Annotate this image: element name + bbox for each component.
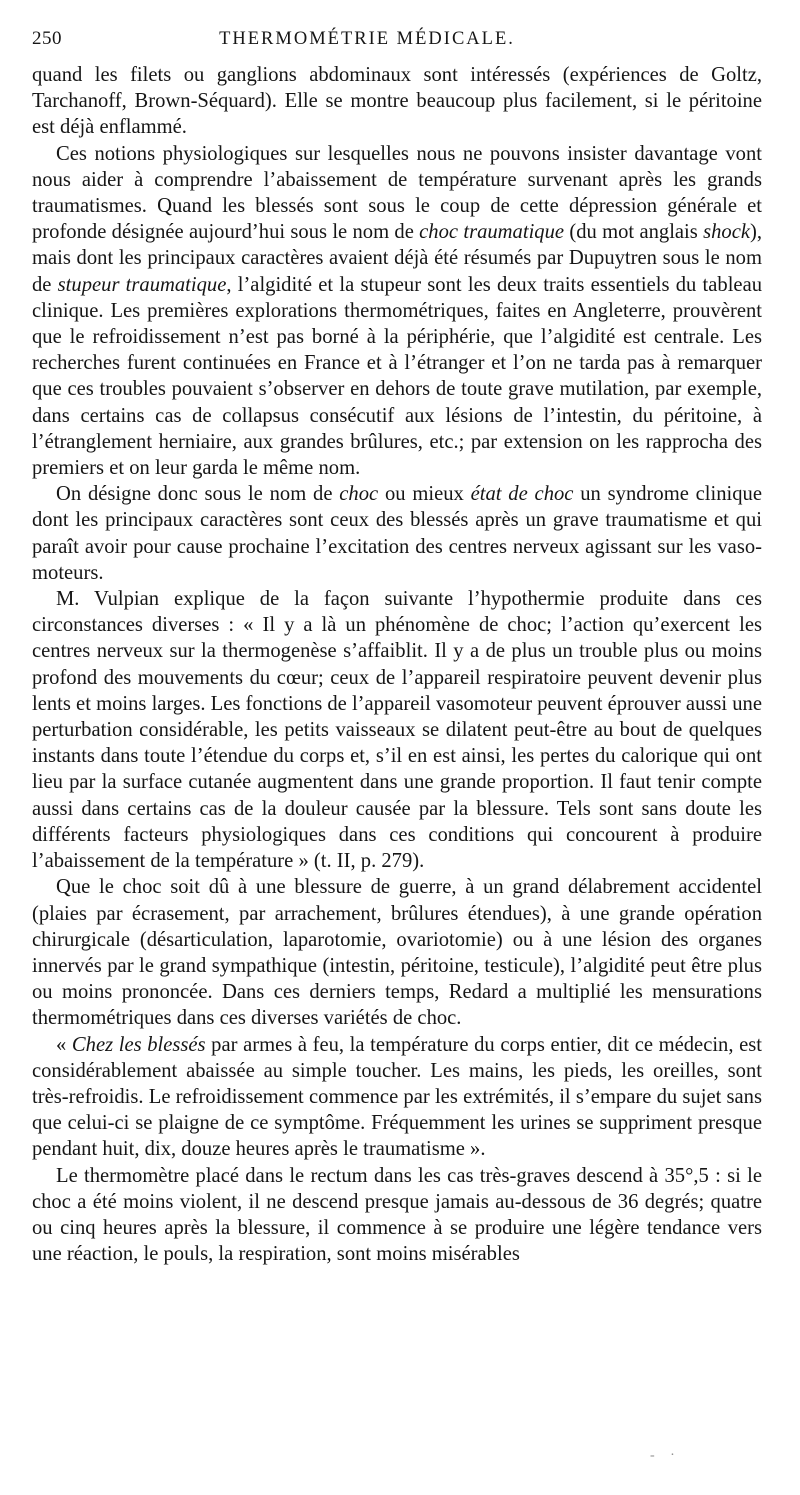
- paragraph-4: M. Vulpian explique de la façon suivante l’hypothermie produite dans ces circonstances diverses : « Il y a là un phénomène de choc; l’action qu’exercent les centres nerveux sur la thermogenèse s’affaiblit. Il y a de plus un trouble plus ou moins profond des mouvements du cœur; ceux de l’appareil respiratoire peuvent devenir plus lents et moins larges. Les fonctions de l’appareil vasomoteur peuvent éprouver aussi une perturbation considérable, les petits vaisseaux se dilatent peut-être au bout de quelques instants dans toute l’étendue du corps et, s’il en est ainsi, les pertes du calorique qui ont lieu par la surface cutanée augmentent dans une grande proportion. Il faut tenir compte aussi dans certains cas de la douleur causée par la blessure. Tels sont sans doute les différents facteurs physiologiques dans ces conditions qui concourent à produire l’abaissement de la température » (t. II, p. 279).: [32, 588, 762, 873]
- body-text: [32, 62, 762, 1267]
- page-number: 250: [32, 28, 62, 49]
- paragraph-3-text-c: un syndrome clinique dont les principaux caractères sont ceux des blessés après un grave traumatisme et qui paraît avoir pour cause prochaine l’excitation des centres nerveux agissant sur les vaso-moteurs.: [32, 483, 762, 584]
- paragraph-6-quote-open: «: [56, 1033, 72, 1056]
- term-choc: choc: [339, 483, 379, 506]
- paragraph-6: [32, 1032, 762, 1163]
- paragraph-2-text-d: , l’algidité et la stupeur sont les deux traits essentiels du tableau clinique. Les premières explorations thermométriques, faites en Angleterre, prouvèrent que le refroidissement n’est pas borné à la périphérie, que l’algidité est centrale. Les recherches furent continuées en France et à l’étranger et l’on ne tarda pas à remarquer que ces troubles pouvaient s’observer en dehors de toute grave mutilation, par exemple, dans certains cas de collapsus consécutif aux lésions de l’intestin, du péritoine, à l’étranglement herniaire, aux grandes brûlures, etc.; par extension on les rapprocha des premiers et on leur garda le même nom.: [32, 273, 763, 480]
- paragraph-2-text-a: Ces notions physiologiques sur lesquelles nous ne pouvons insister davantage vont nous aider à comprendre l’abaissement de température survenant après les grands traumatismes. Quand les blessés sont sous le coup de cette dépression générale et profonde désignée aujourd’hui sous le nom de: [32, 142, 762, 244]
- paragraph-2-text-b: (du mot anglais: [564, 221, 704, 244]
- footer-mark: - ·: [650, 1448, 681, 1463]
- paragraph-1: quand les filets ou ganglions abdominaux sont intéressés (expériences de Goltz, Tarchanoff, Brown-Séquard). Elle se montre beaucoup plus facilement, si le péritoine est déjà enflammé.: [32, 64, 762, 139]
- paragraph-7: Le thermomètre placé dans le rectum dans les cas très-graves descend à 35°,5 : si le choc a été moins violent, il ne descend presque jamais au-dessous de 36 degrés; quatre ou cinq heures après la blessure, il commence à se produire une légère tendance vers une réaction, le pouls, la respiration, sont moins misérables: [32, 1164, 762, 1266]
- paragraph-5: Que le choc soit dû à une blessure de guerre, à un grand délabrement accidentel (plaies par écrasement, par arrachement, brûlures étendues), à une grande opération chirurgicale (désarticulation, laparotomie, ovariotomie) ou à une lésion des organes innervés par le grand sympathique (intestin, péritoine, testicule), l’algidité peut être plus ou moins prononcée. Dans ces derniers temps, Redard a multiplié les mensurations thermométriques dans ces diverses variétés de choc.: [32, 876, 762, 1030]
- term-stupeur-traumatique: stupeur traumatique: [57, 273, 227, 296]
- paragraph-3-text-a: On désigne donc sous le nom de: [56, 483, 340, 506]
- paragraph-3-text-b: ou mieux: [378, 483, 471, 506]
- term-shock: shock: [703, 221, 750, 244]
- page-header: [32, 28, 762, 62]
- paragraph-2-text-c: ), mais dont les principaux caractères avaient déjà été résumés par Dupuytren sous le nom de: [32, 221, 763, 296]
- running-title: THERMOMÉTRIE MÉDICALE.: [219, 29, 515, 49]
- page: [32, 28, 762, 1267]
- paragraph-2: [32, 141, 762, 482]
- term-choc-traumatique: choc traumatique: [419, 221, 565, 244]
- term-chez-les-blesses: Chez les blessés: [71, 1033, 206, 1056]
- paragraph-3: [32, 481, 762, 586]
- term-etat-de-choc: état de choc: [470, 483, 574, 506]
- paragraph-6-text: par armes à feu, la température du corps entier, dit ce médecin, est considérablement abaissée au simple toucher. Les mains, les pieds, les oreilles, sont très-refroidis. Le refroidissement commence par les extrémités, il s’empare du sujet sans que celui-ci se plaigne de ce symptôme. Fréquemment les urines se suppriment presque pendant huit, dix, douze heures après le traumatisme ».: [32, 1033, 762, 1161]
